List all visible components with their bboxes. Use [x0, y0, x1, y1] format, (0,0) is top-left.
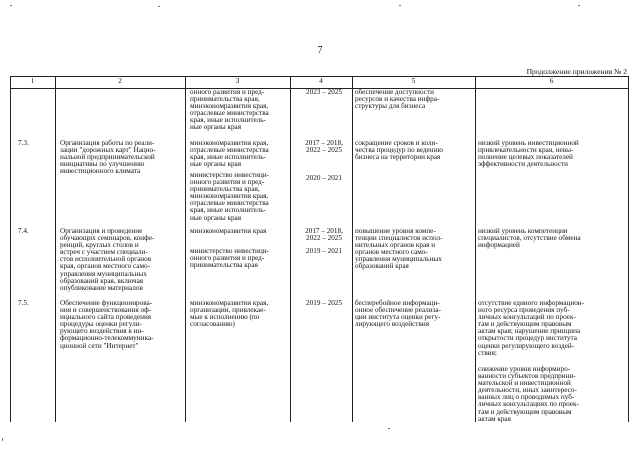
text-line: принимательства края,	[190, 185, 260, 194]
text-line: там и действующим правовым	[478, 320, 572, 329]
text-line: инициативы по улучшению	[60, 160, 145, 169]
term-cell-secondary	[294, 248, 354, 255]
text-line: формационно-телекоммуника-	[60, 334, 154, 343]
row-number: 7.4.	[18, 227, 29, 235]
header-col-5: 5	[411, 77, 416, 85]
result-cell	[355, 89, 473, 110]
text-line: сокращение сроков и коли-	[355, 139, 438, 147]
executors-cell-secondary	[190, 248, 298, 269]
text-line: стов исполнительной органов	[60, 255, 152, 264]
text-line: актам края; нарушение принципа	[478, 327, 581, 336]
header-col-1: 1	[30, 77, 35, 85]
text-line: 2023 – 2025	[306, 88, 342, 96]
text-line: бизнеса на территории края	[355, 153, 441, 162]
risk-cell	[478, 300, 628, 357]
scan-speck	[158, 6, 160, 7]
text-line: ствия;	[478, 348, 497, 357]
text-line: информацией	[478, 241, 520, 250]
header-col-3: 3	[235, 77, 240, 85]
term-cell	[294, 140, 354, 154]
text-line: встреч с участием специали-	[60, 248, 148, 257]
text-line: снижение уровня информиро-	[478, 365, 571, 373]
risk-cell	[478, 140, 628, 168]
text-line: процедуры оценки регули-	[60, 320, 142, 329]
text-line: образований края, включая	[60, 276, 144, 285]
text-line: мательской и инвестиционной	[478, 379, 571, 388]
text-line: согласованию)	[190, 320, 235, 329]
executors-cell	[190, 140, 298, 168]
text-line: ные органы края	[190, 213, 242, 222]
text-line: ренций, круглых столов и	[60, 241, 139, 250]
text-line: ные органы края	[190, 160, 242, 169]
term-cell-secondary	[294, 175, 354, 182]
text-line: Организация и проведение	[60, 227, 143, 235]
text-line: онного развития и пред-	[190, 178, 265, 187]
text-line: 2022 – 2025	[306, 234, 342, 243]
page-number: 7	[317, 45, 323, 56]
plan-table	[10, 76, 629, 422]
text-line: ного ресурса проведения пуб-	[478, 306, 570, 315]
text-line: структуры для бизнеса	[355, 102, 426, 111]
text-line: отраслевые министерства	[190, 199, 269, 208]
text-line: управления муниципальных	[60, 269, 147, 278]
text-line: минэкономразвития края,	[190, 139, 269, 147]
text-line: 2022 – 2025	[306, 146, 342, 155]
text-line: принимательства края	[190, 261, 258, 270]
scan-speck	[578, 5, 580, 6]
text-line: там и действующим правовым	[478, 407, 572, 416]
text-line: ициального сайта проведения	[60, 313, 152, 322]
text-line: специалистов, отсутствие обмена	[478, 234, 581, 243]
text-line: низкий уровень инвестиционной	[478, 139, 579, 147]
text-line: актам края	[478, 414, 511, 423]
text-line: края, иные исполнитель-	[190, 116, 266, 125]
text-line: рующего воздействия в ин-	[60, 327, 144, 336]
risk-cell-secondary	[478, 366, 628, 423]
text-line: отсутствие единого информацион-	[478, 299, 585, 307]
activity-cell	[60, 300, 186, 350]
text-line: ционной сети "Интернет"	[60, 341, 139, 350]
executors-cell	[190, 300, 298, 328]
col-rule-1	[55, 76, 56, 422]
text-line: края, иные исполнитель-	[190, 206, 266, 215]
text-line: минэкономразвития края,	[190, 299, 269, 307]
text-line: обеспечение доступности	[355, 88, 434, 96]
text-line: ния и совершенствования оф-	[60, 306, 152, 315]
text-line: обучающих семинаров, конфе-	[60, 234, 155, 243]
text-line: онного развития и пред-	[190, 254, 265, 263]
activity-cell	[60, 228, 186, 292]
activity-cell	[60, 140, 186, 175]
text-line: лирующего воздействия	[355, 320, 429, 329]
row-number: 7.5.	[18, 299, 29, 307]
text-line: ванных лиц о проводимых пуб-	[478, 393, 575, 402]
text-line: чества процедур по ведению	[355, 146, 443, 155]
text-line: мые к исполнению (по	[190, 313, 260, 322]
text-line: минэкономразвития края,	[190, 102, 269, 111]
result-cell	[355, 300, 473, 328]
executors-cell	[190, 228, 298, 235]
result-cell	[355, 228, 473, 271]
scan-speck	[388, 428, 390, 429]
text-line: 2020 – 2021	[306, 174, 342, 182]
text-line: 2019 – 2025	[306, 299, 342, 307]
text-line: 2017 – 2018,	[305, 139, 343, 147]
text-line: личных консультациях по проек-	[478, 400, 579, 409]
text-line: края, иные исполнитель-	[190, 153, 266, 162]
continuation-caption: Продолжение приложения № 2	[526, 67, 627, 76]
col-rule-6	[628, 76, 629, 422]
text-line: опубликование материалов	[60, 283, 143, 292]
text-line: привлекательности края, невы-	[478, 146, 574, 155]
text-line: тенции специалистов испол-	[355, 234, 443, 243]
executors-cell-secondary	[190, 172, 298, 222]
text-line: министерство инвестици-	[190, 247, 269, 255]
text-line: ванности субъектов предприни-	[478, 372, 576, 381]
executors-cell	[190, 89, 298, 132]
text-line: низкий уровень компетенции	[478, 227, 568, 235]
text-line: онное обеспечение реализа-	[355, 306, 441, 315]
text-line: отраслевые министерства	[190, 146, 269, 155]
text-line: образований края	[355, 262, 409, 271]
text-line: ции института оценки регу-	[355, 313, 441, 322]
text-line: управления муниципальных	[355, 255, 442, 264]
text-line: деятельности, иных заинтересо-	[478, 386, 577, 395]
text-line: Организация работы по реали-	[60, 139, 155, 147]
text-line: 2019 – 2021	[306, 247, 342, 255]
header-col-6: 6	[549, 77, 554, 85]
text-line: инвестиционного климата	[60, 167, 141, 176]
text-line: нальной предпринимательской	[60, 153, 155, 162]
scan-speck	[399, 5, 401, 6]
text-line: оценки регулирующего воздей-	[478, 341, 575, 350]
text-line: минэкономразвития края	[190, 227, 267, 235]
header-col-4: 4	[319, 77, 323, 85]
text-line: онного развития и пред-	[190, 88, 265, 96]
term-cell	[294, 300, 354, 307]
col-rule-5	[475, 76, 476, 422]
text-line: ные органы края	[190, 123, 242, 132]
header-col-2: 2	[118, 77, 122, 85]
text-line: ресурсов и качества инфра-	[355, 95, 440, 104]
result-cell	[355, 140, 473, 161]
text-line: организации, привлекае-	[190, 306, 266, 315]
term-cell	[294, 228, 354, 242]
text-line: принимательства края,	[190, 95, 260, 104]
col-rule-0	[10, 76, 11, 422]
text-line: нительных органов края и	[355, 241, 436, 250]
text-line: бесперебойное информаци-	[355, 299, 440, 307]
risk-cell	[478, 228, 628, 249]
text-line: края, органов местного само-	[60, 262, 150, 271]
text-line: открытости процедур института	[478, 334, 577, 343]
term-cell	[294, 89, 354, 96]
text-line: 2017 – 2018,	[305, 227, 343, 235]
text-line: зации "дорожных карт" Нацио-	[60, 146, 156, 155]
text-line: отраслевые министерства	[190, 109, 269, 118]
scan-speck	[2, 438, 3, 441]
text-line: Обеспечение функционирова-	[60, 299, 153, 307]
text-line: минэкономразвития края,	[190, 192, 269, 201]
scan-speck	[10, 5, 12, 6]
text-line: министерство инвестици-	[190, 171, 269, 179]
text-line: личных консультаций по проек-	[478, 313, 576, 322]
text-line: органов местного само-	[355, 248, 428, 257]
row-number: 7.3.	[18, 139, 29, 147]
text-line: повышение уровня компе-	[355, 227, 436, 235]
text-line: полнение целевых показателей	[478, 153, 573, 162]
text-line: эффективности деятельности	[478, 160, 569, 169]
